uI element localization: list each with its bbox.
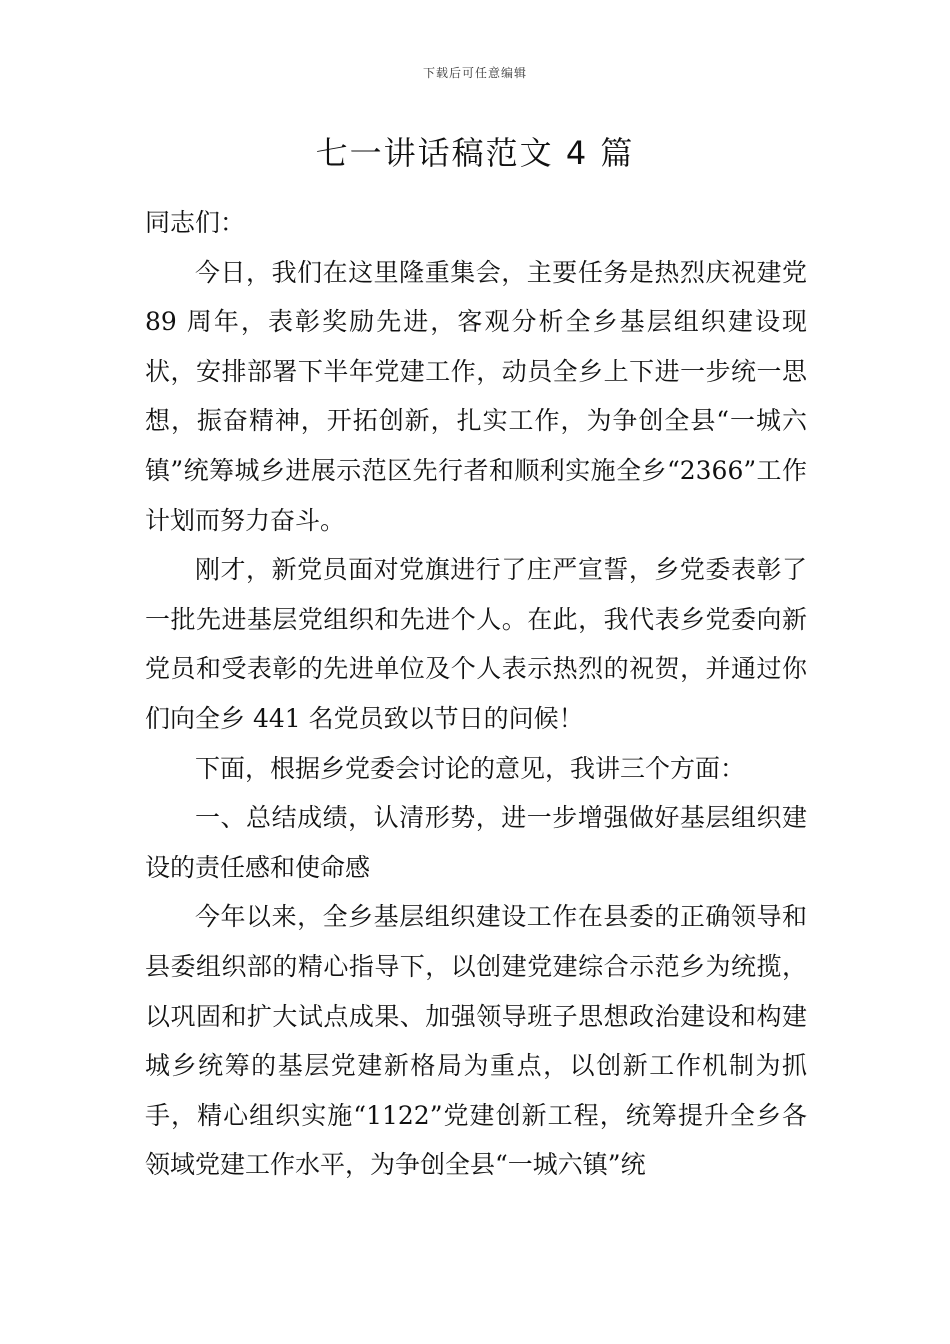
- paragraph-outline: 下面，根据乡党委会讨论的意见，我讲三个方面：: [195, 753, 746, 783]
- paragraph-achievements: 今年以来，全乡基层组织建设工作在县委的正确领导和县委组织部的精心指导下，以创建党建综合示范乡为统揽，以巩固和扩大试点成果、加强领导班子思想政治建设和构建城乡统筹的基层党建新格局为重点，以创新工作机制为抓手，精心组织实施“1122”党建创新工程，统筹提升全乡各领域党建工作水平，为争创全县“一城六镇”统: [145, 902, 807, 1180]
- document-title: 七一讲话稿范文 4 篇: [315, 134, 635, 172]
- paragraph-opening: 今日，我们在这里隆重集会，主要任务是热烈庆祝建党 89 周年，表彰奖励先进，客观分析全乡基层组织建设现状，安排部署下半年党建工作，动员全乡上下进一步统一思想，振奋精神，开拓创新，扎实工作，为争创全县“一城六镇”统筹城乡进展示范区先行者和顺利实施全乡“2366”工作计划而努力奋斗。: [145, 257, 807, 535]
- paragraph-congratulations: 刚才，新党员面对党旗进行了庄严宣誓，乡党委表彰了一批先进基层党组织和先进个人。在此，我代表乡党委向新党员和受表彰的先进单位及个人表示热烈的祝贺，并通过你们向全乡 441 名党员致以节日的问候！: [145, 555, 807, 733]
- document-body: [145, 198, 807, 1190]
- header-note: 下载后可任意编辑: [422, 66, 527, 80]
- section-heading-1: 一、总结成绩，认清形势，进一步增强做好基层组织建设的责任感和使命感: [145, 803, 807, 882]
- salutation: 同志们：: [145, 208, 246, 237]
